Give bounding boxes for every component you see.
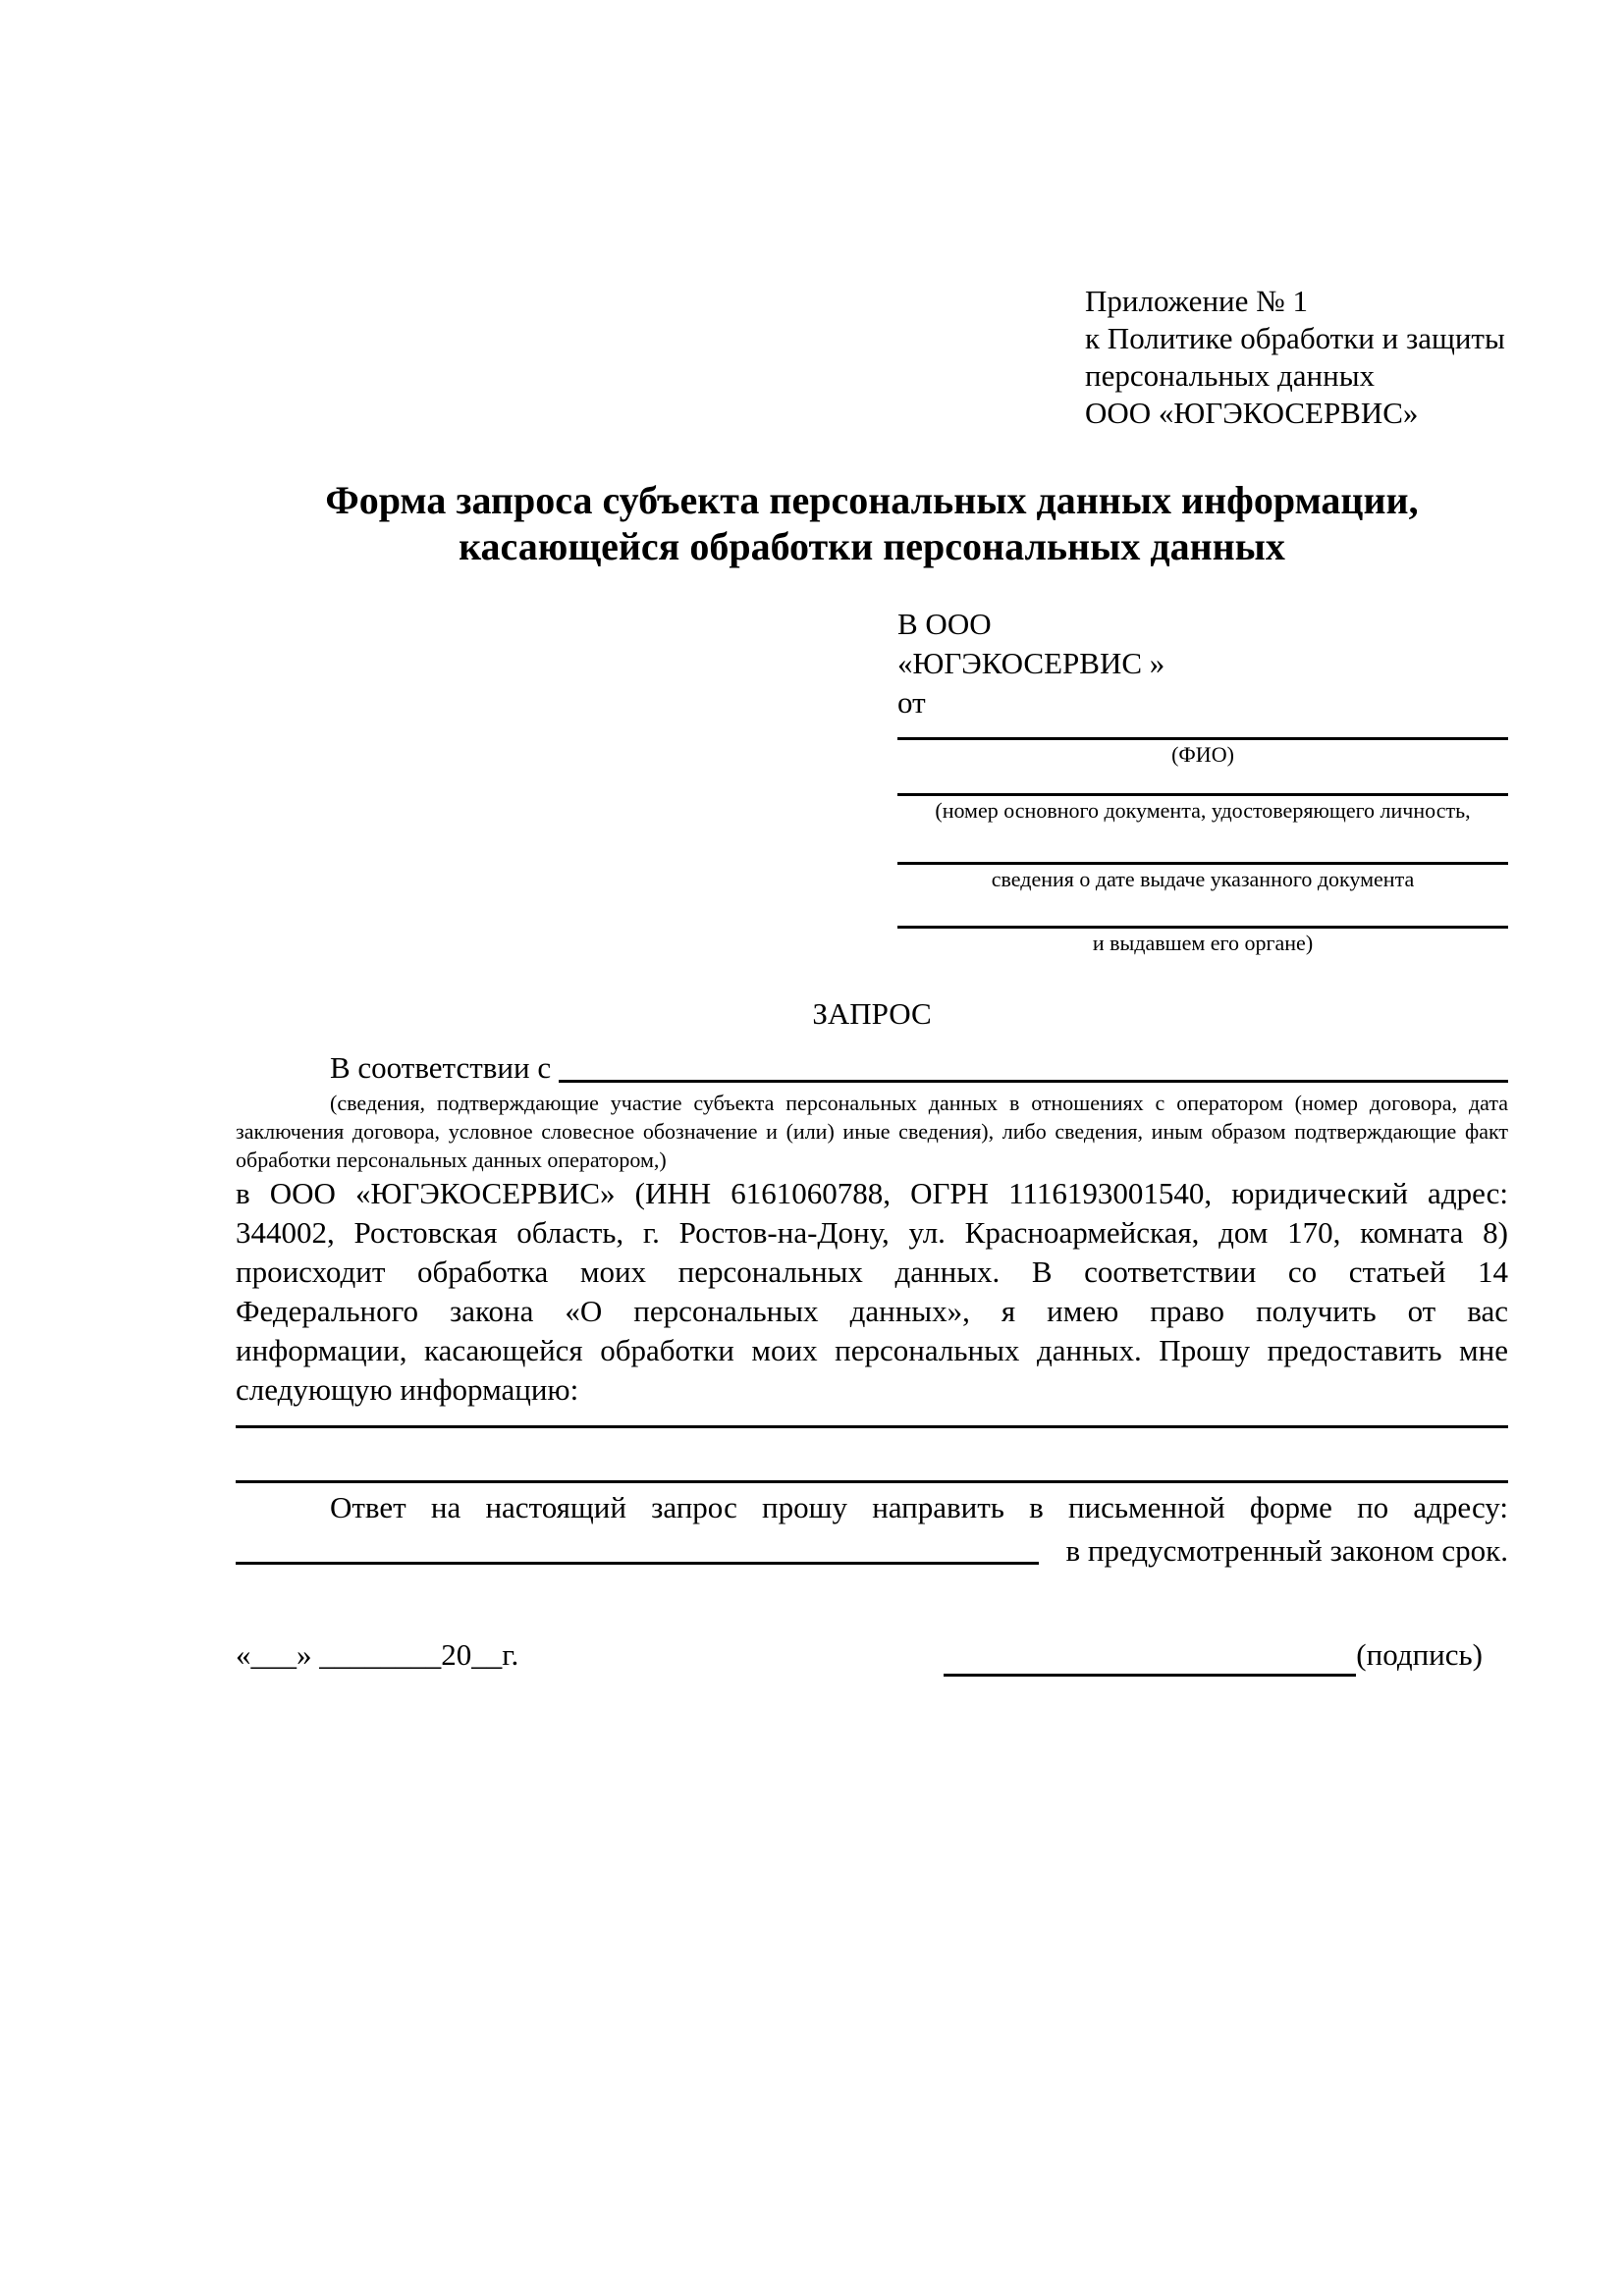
body-line: 344002, Ростовская область, г. Ростов-на-Дону, ул. Красноармейская, дом 170, комната 8) (236, 1215, 1508, 1250)
issuing-authority-field-line (897, 893, 1508, 929)
signature-group (944, 1633, 1483, 1677)
doc-number-caption: (номер основного документа, удостоверяющего личность, (935, 798, 1471, 823)
reply-paragraph: Ответ на настоящий запрос прошу направить в письменной форме по адресу: (330, 1490, 1508, 1524)
date-signature-row (236, 1633, 1508, 1677)
issue-date-caption: сведения о дате выдаче указанного документа (991, 867, 1415, 891)
requested-info-field-line-2 (236, 1480, 1508, 1483)
document-title-line1: Форма запроса субъекта персональных данных информации, (325, 478, 1419, 522)
request-heading: ЗАПРОС (812, 996, 932, 1031)
appendix-line: Приложение № 1 (1085, 284, 1308, 318)
fio-caption: (ФИО) (1171, 742, 1234, 767)
footnote-line: заключения договора, условное словесное обозначение и (или) иные сведения), либо сведения, иным образом подтверждающие факт (236, 1119, 1508, 1144)
addressee-block (897, 605, 1508, 957)
basis-field-line (559, 1047, 1508, 1083)
signature-field-line (944, 1641, 1356, 1677)
signature-caption: (подпись) (1356, 1637, 1483, 1672)
addressee-to-line1: В ООО (897, 607, 992, 641)
footnote-line: обработки персональных данных оператором,) (236, 1148, 667, 1172)
appendix-block (1085, 283, 1508, 432)
addressee-from-label: от (897, 685, 926, 720)
body-line: происходит обработка моих персональных данных. В соответствии со статьей 14 (236, 1255, 1508, 1289)
appendix-line: к Политике обработки и защиты (1085, 321, 1505, 355)
reply-suffix: в предусмотренный законом срок. (1065, 1533, 1508, 1568)
document-title-line2: касающейся обработки персональных данных (459, 524, 1285, 568)
addressee-to-line2: «ЮГЭКОСЕРВИС » (897, 646, 1165, 680)
appendix-line: персональных данных (1085, 358, 1376, 393)
body-line: в ООО «ЮГЭКОСЕРВИС» (ИНН 6161060788, ОГРН 1116193001540, юридический адрес: (236, 1176, 1508, 1210)
reply-address-row (236, 1529, 1508, 1573)
fio-field-line (897, 722, 1508, 740)
issuing-authority-caption: и выдавшем его органе) (1092, 931, 1314, 955)
intro-prefix: В соответствии с (330, 1050, 552, 1085)
footnote-line: (сведения, подтверждающие участие субъекта персональных данных в отношениях с оператором (номер договора, дата (330, 1091, 1508, 1115)
issue-date-field-line (897, 825, 1508, 865)
appendix-line: ООО «ЮГЭКОСЕРВИС» (1085, 396, 1419, 430)
document-title (236, 477, 1508, 569)
body-line: Федерального закона «О персональных данных», я имею право получить от вас (236, 1294, 1508, 1328)
address-field-line (236, 1529, 1039, 1565)
body-line: следующую информацию: (236, 1372, 579, 1407)
body-paragraph (236, 1174, 1508, 1410)
doc-number-field-line (897, 769, 1508, 796)
date-field: «___» ________20__г. (236, 1637, 519, 1672)
body-line: информации, касающейся обработки моих персональных данных. Прошу предоставить мне (236, 1333, 1508, 1367)
requested-info-field-line-1 (236, 1425, 1508, 1428)
intro-line (236, 1047, 1508, 1089)
footnote-paragraph (236, 1089, 1508, 1174)
